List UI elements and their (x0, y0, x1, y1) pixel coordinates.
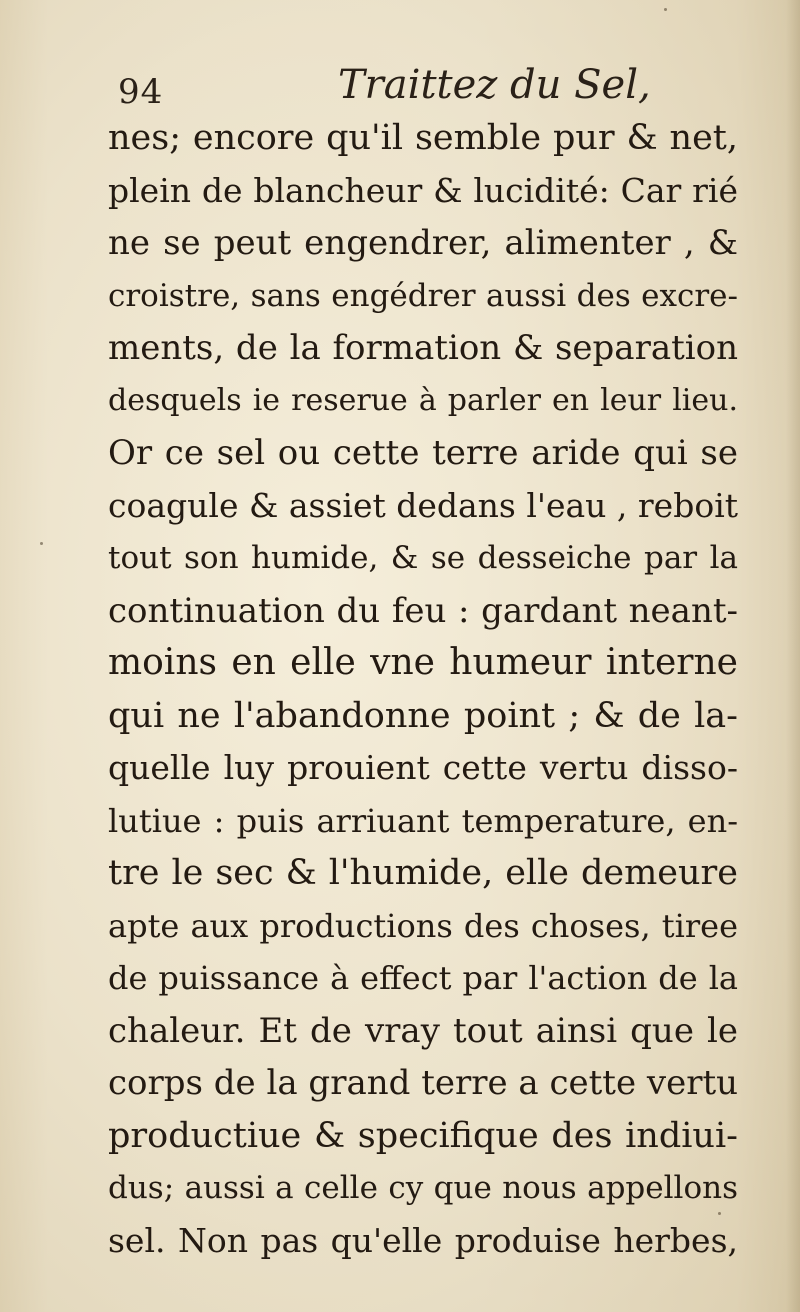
text-line: corps de la grand terre a cette vertu (108, 1063, 739, 1103)
text-line: qui ne l'abandonne point ; & de la- (108, 695, 738, 736)
text-line: coagule & assiet dedans l'eau , reboit (108, 485, 739, 525)
text-line: quelle luy prouient cette vertu disso- (108, 748, 738, 787)
page-header (118, 62, 678, 114)
text-line: continuation du feu : gardant neant- (108, 590, 738, 631)
paper-speck (664, 8, 667, 11)
text-line: productiue & specifique des indiui- (108, 1115, 738, 1156)
text-line: dus; aussi a celle cy que nous appellons (108, 1170, 738, 1206)
body-text (108, 112, 748, 1267)
text-line: de puissance à effect par l'action de la (108, 959, 738, 997)
paper-speck (718, 1212, 721, 1215)
text-line: ne se peut engendrer, alimenter , & (108, 223, 738, 263)
running-title: Traittez du Sel, (338, 62, 651, 108)
text-line: chaleur. Et de vray tout ainsi que le (108, 1010, 738, 1051)
text-line: tre le sec & l'humide, elle demeure (108, 853, 738, 893)
text-line: nes; encore qu'il semble pur & net, (108, 118, 738, 158)
text-line: croistre, sans engédrer aussi des excre- (108, 277, 738, 314)
text-line: moins en elle vne humeur interne (108, 642, 738, 683)
text-line: lutiue : puis arriuant temperature, en- (108, 801, 738, 840)
page-number: 94 (118, 72, 164, 112)
text-line: ments, de la formation & separation (108, 328, 738, 368)
text-line: desquels ie reserue à parler en leur lieu. (108, 382, 738, 418)
text-line: sel. Non pas qu'elle produise herbes, (108, 1220, 738, 1260)
text-line: Or ce sel ou cette terre aride qui se (108, 433, 738, 473)
paper-speck (40, 542, 43, 545)
text-line: tout son humide, & se desseiche par la (108, 540, 738, 576)
text-line: apte aux productions des choses, tiree (108, 906, 738, 945)
text-line: plein de blancheur & lucidité: Car rié (108, 170, 738, 210)
page-edge-shadow (786, 0, 800, 1312)
